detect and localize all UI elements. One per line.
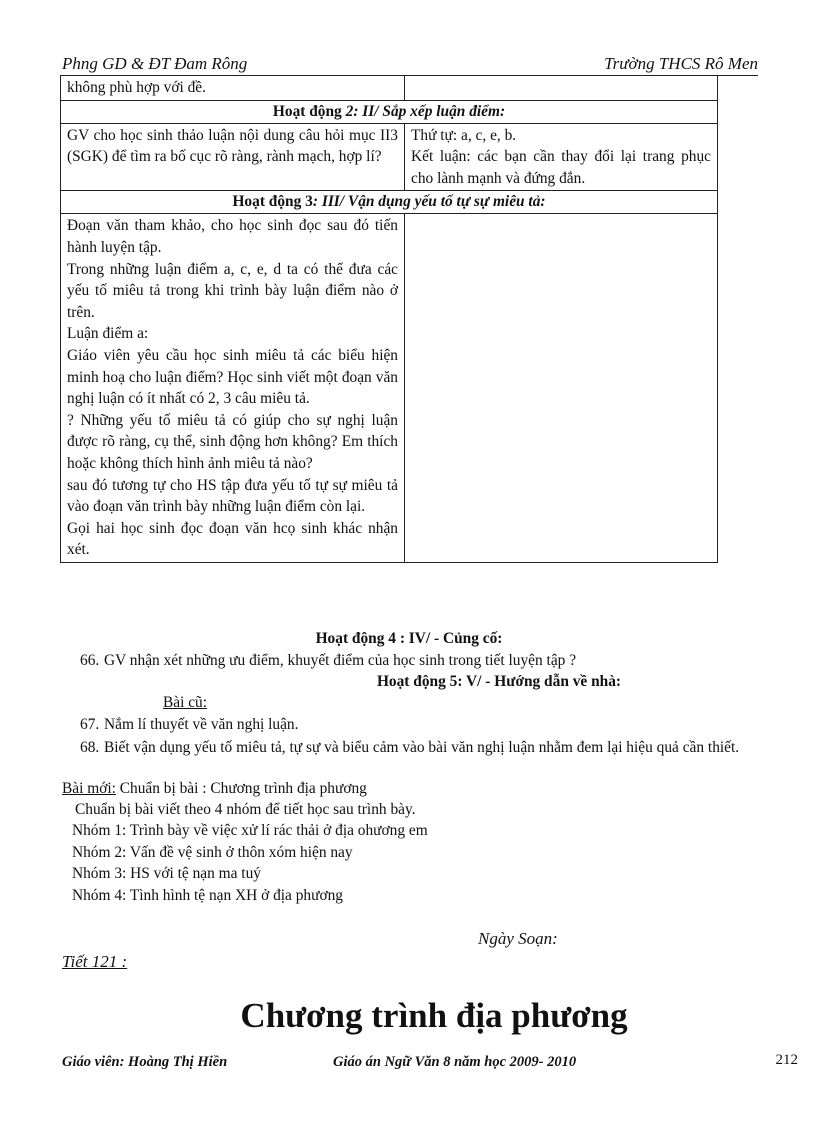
section-heading-row xyxy=(61,100,718,123)
new-lesson-label: Bài mới: xyxy=(62,780,116,797)
list-item xyxy=(80,652,576,670)
table-cell xyxy=(405,214,718,563)
group-item: Nhóm 4: Tình hình tệ nạn XH ở địa phương xyxy=(72,887,343,904)
section-prefix: Hoạt động xyxy=(272,102,346,120)
section-number: 2 xyxy=(345,102,354,120)
cell-paragraph: Thứ tự: a, c, e, b. xyxy=(411,126,517,144)
table-cell: không phù hợp với đề. xyxy=(61,76,405,101)
list-text: GV nhận xét những ưu điểm, khuyết điểm của học sinh trong tiết luyện tập ? xyxy=(104,652,577,669)
table-row xyxy=(61,123,718,191)
lesson-number: Tiết 121 : xyxy=(62,952,128,971)
list-number: 67. xyxy=(80,716,100,733)
cell-paragraph: Kết luận: các bạn cần thay đổi lại trang phục cho lành mạnh và đứng đắn. xyxy=(411,148,711,187)
list-number: 68. xyxy=(80,739,100,756)
section-title: : III/ Vận dụng yếu tố tự sự miêu tả: xyxy=(312,193,546,211)
section-heading-row xyxy=(61,191,718,214)
section-title: : II/ Sắp xếp luận điểm: xyxy=(353,102,506,120)
group-item: Nhóm 1: Trình bày về việc xử lí rác thải ở địa ohương em xyxy=(72,822,428,839)
section-heading-2 xyxy=(61,100,718,123)
section-prefix: Hoạt động xyxy=(232,193,306,211)
old-lesson-label: Bài cũ: xyxy=(163,694,208,711)
cell-paragraph: ? Những yếu tố miêu tả có giúp cho sự nghị luận được rõ ràng, cụ thể, sinh động hơn không? Em thích hoặc không thích hình ảnh miêu tả nào? xyxy=(67,411,398,472)
list-text: Nắm lí thuyết về văn nghị luận. xyxy=(104,716,299,733)
date-label: Ngày Soạn: xyxy=(478,929,558,948)
table-cell xyxy=(61,123,405,191)
activity-4-heading: Hoạt động 4 : IV/ - Củng cố: xyxy=(315,630,503,647)
table-row xyxy=(61,76,718,101)
list-item xyxy=(80,716,298,734)
section-heading-3 xyxy=(61,191,718,214)
footer-plan: Giáo án Ngữ Văn 8 năm học 2009- 2010 xyxy=(333,1054,577,1070)
new-lesson-line xyxy=(62,780,367,798)
cell-paragraph: sau đó tương tự cho HS tập đưa yếu tố tự sự miêu tả vào đoạn văn trình bày những luận điểm còn lại. xyxy=(67,476,398,516)
list-number: 66. xyxy=(80,652,100,669)
table-cell xyxy=(61,214,405,563)
activity-5-heading: Hoạt động 5: V/ - Hướng dẫn về nhà: xyxy=(376,673,622,690)
footer-teacher: Giáo viên: Hoàng Thị Hiền xyxy=(62,1054,228,1070)
section-number: 3 xyxy=(305,193,313,211)
cell-paragraph: Trong những luận điểm a, c, e, d ta có thể đưa các yếu tố miêu tả trong khi trình bày luận điểm nào ở trên. xyxy=(67,260,398,321)
cell-paragraph: Đoạn văn tham khảo, cho học sinh đọc sau đó tiến hành luyện tập. xyxy=(67,217,398,256)
group-item: Nhóm 2: Vấn đề vệ sinh ở thôn xóm hiện nay xyxy=(72,844,353,861)
header-school-office: Phng GD & ĐT Đam Rông xyxy=(62,54,248,73)
page-number: 212 xyxy=(775,1052,798,1068)
cell-paragraph: Luận điểm a: xyxy=(67,325,149,343)
cell-paragraph: Gọi hai học sinh đọc đoạn văn hcọ sinh khác nhận xét. xyxy=(67,519,398,559)
table-cell xyxy=(405,123,718,191)
group-item: Nhóm 3: HS với tệ nạn ma tuý xyxy=(72,865,261,882)
list-text: Biết vận dụng yếu tố miêu tả, tự sự và biểu cảm vào bài văn nghị luận nhằm đem lại hiệu quả cần thiết. xyxy=(104,739,740,756)
prep-instruction: Chuẩn bị bài viết theo 4 nhóm để tiết học sau trình bày. xyxy=(75,801,416,818)
lesson-title: Chương trình địa phương xyxy=(240,996,628,1035)
cell-paragraph: Giáo viên yêu cầu học sinh miêu tả các biểu hiện minh hoạ cho luận điểm? Học sinh viết một đoạn văn nghị luận có ít nhất có 2, 3 câu miêu tả. xyxy=(67,346,398,408)
list-item xyxy=(80,737,800,758)
new-lesson-text: Chuẩn bị bài : Chương trình địa phương xyxy=(115,780,367,797)
lesson-table xyxy=(60,75,718,563)
table-cell xyxy=(405,76,718,101)
table-row xyxy=(61,214,718,563)
header-school-name: Trường THCS Rô Men xyxy=(604,54,758,73)
cell-paragraph: GV cho học sinh thảo luận nội dung câu hỏi mục II3 (SGK) để tìm ra bố cục rõ ràng, rành mạch, hợp lí? xyxy=(67,126,398,166)
